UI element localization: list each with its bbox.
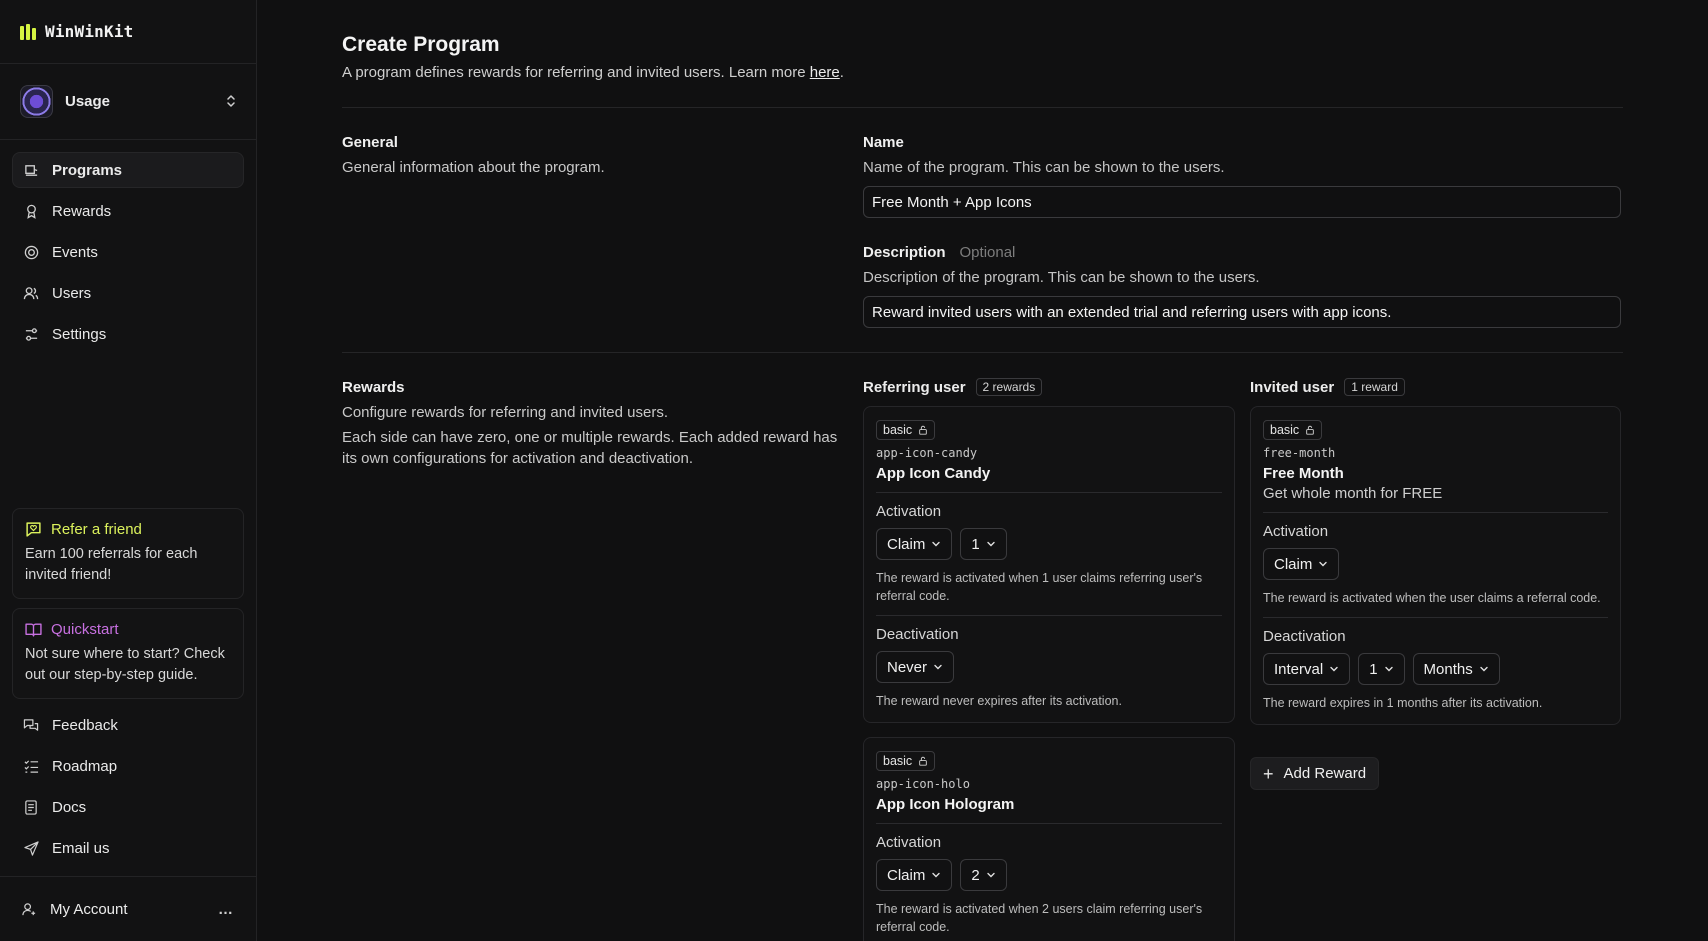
sidebar-item-label: Docs	[52, 798, 87, 816]
reward-slug: free-month	[1263, 446, 1336, 460]
messages-icon	[23, 717, 39, 733]
reward-slug: app-icon-holo	[876, 777, 970, 791]
document-icon	[23, 799, 39, 815]
page-subtitle-text: A program defines rewards for referring and invited users. Learn more	[342, 64, 810, 81]
rewards-section-text-1: Configure rewards for referring and invited users.	[342, 404, 668, 421]
add-reward-button[interactable]	[1250, 757, 1379, 790]
page-title: Create Program	[342, 33, 500, 56]
select-value: Claim	[1274, 555, 1313, 573]
refer-a-friend-card[interactable]	[12, 508, 244, 599]
activation-note: The reward is activated when the user claims a referral code.	[1263, 591, 1601, 605]
brand-name: WinWinKit	[45, 22, 134, 41]
chevron-down-icon	[986, 539, 996, 549]
chevron-down-icon	[931, 870, 941, 880]
reward-slug: app-icon-candy	[876, 446, 978, 460]
program-name-input[interactable]: Free Month + App Icons	[863, 186, 1621, 218]
optional-label: Optional	[959, 244, 1016, 261]
divider	[876, 615, 1222, 616]
reward-title: App Icon Hologram	[876, 796, 1015, 813]
reward-description: Get whole month for FREE	[1263, 485, 1443, 502]
deactivation-unit-select[interactable]	[1413, 653, 1500, 685]
select-value: Claim	[887, 535, 926, 553]
reward-type-text: basic	[883, 423, 913, 437]
page-subtitle	[342, 64, 844, 81]
lock-open-icon	[918, 756, 928, 766]
activation-count-select[interactable]	[960, 859, 1006, 891]
chevron-down-icon	[986, 870, 996, 880]
sidebar-item-feedback[interactable]	[12, 707, 244, 743]
select-value: 1	[971, 535, 980, 553]
secondary-nav	[0, 699, 256, 866]
chevron-down-icon	[933, 662, 943, 672]
main-content	[257, 0, 1708, 941]
reward-title: Free Month	[1263, 465, 1344, 482]
account-menu[interactable]	[0, 876, 256, 941]
divider	[342, 352, 1623, 353]
sidebar-item-events[interactable]	[12, 234, 244, 270]
description-label-text: Description	[863, 244, 946, 261]
users-icon	[23, 285, 39, 301]
main-nav	[0, 140, 256, 364]
invited-user-header	[1250, 378, 1405, 396]
referring-user-label: Referring user	[863, 378, 966, 396]
referring-user-header	[863, 378, 1042, 396]
rewards-section-text-2: Each side can have zero, one or multiple rewards. Each added reward has its own configurations for activation and deactivation.	[342, 429, 838, 467]
sidebar-item-settings[interactable]	[12, 316, 244, 352]
book-open-icon	[25, 621, 42, 638]
reward-type-tag	[876, 751, 935, 771]
select-value: Never	[887, 658, 928, 676]
settings-sliders-icon	[23, 326, 39, 342]
quickstart-text: Not sure where to start? Check out our step-by-step guide.	[25, 646, 225, 683]
reward-card-free-month[interactable]	[1250, 406, 1621, 725]
sidebar-item-rewards[interactable]	[12, 193, 244, 229]
activation-note: The reward is activated when 2 users claim referring user's referral code.	[876, 902, 1203, 934]
sidebar-item-label: Roadmap	[52, 757, 118, 775]
sidebar-spacer	[0, 364, 256, 508]
activation-type-select[interactable]	[876, 528, 952, 560]
page-subtitle-end: .	[839, 64, 844, 81]
message-heart-icon	[25, 521, 42, 538]
description-label	[863, 244, 1015, 261]
quickstart-card[interactable]	[12, 608, 244, 699]
list-checks-icon	[23, 758, 39, 774]
reward-card-app-icon-candy[interactable]	[863, 406, 1235, 723]
brand[interactable]	[0, 0, 256, 64]
lock-open-icon	[918, 425, 928, 435]
invited-rewards-count-badge: 1 reward	[1344, 378, 1405, 396]
sidebar-item-label: Email us	[52, 839, 110, 857]
quickstart-title: Quickstart	[51, 621, 119, 638]
deactivation-type-select[interactable]	[876, 651, 954, 683]
sidebar-item-programs[interactable]	[12, 152, 244, 188]
sidebar-item-label: Events	[52, 243, 98, 261]
send-icon	[23, 840, 39, 856]
divider	[1263, 617, 1608, 618]
general-section-text: General information about the program.	[342, 159, 605, 176]
sidebar-item-label: Settings	[52, 325, 107, 343]
reward-type-tag	[876, 420, 935, 440]
chevron-up-down-icon	[226, 94, 236, 109]
activation-note: The reward is activated when 1 user claims referring user's referral code.	[876, 571, 1203, 603]
activation-label: Activation	[876, 503, 942, 520]
deactivation-note: The reward never expires after its activation.	[876, 694, 1122, 708]
workspace-avatar	[20, 85, 53, 118]
divider	[876, 823, 1222, 824]
program-description-input[interactable]: Reward invited users with an extended trial and referring users with app icons.	[863, 296, 1621, 328]
description-help: Description of the program. This can be shown to the users.	[863, 269, 1260, 286]
chevron-down-icon	[1329, 664, 1339, 674]
deactivation-note: The reward expires in 1 months after its activation.	[1263, 696, 1543, 710]
chevron-down-icon	[1384, 664, 1394, 674]
referring-rewards-count-badge: 2 rewards	[976, 378, 1043, 396]
deactivation-type-select[interactable]	[1263, 653, 1350, 685]
reward-type-tag	[1263, 420, 1322, 440]
winwinkit-logo-icon	[20, 24, 38, 40]
deactivation-label: Deactivation	[876, 626, 959, 643]
reward-title: App Icon Candy	[876, 465, 991, 482]
sidebar	[0, 0, 257, 941]
workspace-name: Usage	[65, 93, 111, 110]
sidebar-item-label: Programs	[52, 161, 123, 179]
select-value: Interval	[1274, 660, 1324, 678]
user-settings-icon	[22, 902, 37, 917]
activation-count-select[interactable]	[960, 528, 1006, 560]
activation-label: Activation	[876, 834, 942, 851]
select-value: 2	[971, 866, 980, 884]
sidebar-item-roadmap[interactable]	[12, 748, 244, 784]
general-section-title: General	[342, 134, 398, 151]
name-help: Name of the program. This can be shown to the users.	[863, 159, 1225, 176]
plus-icon: +	[1263, 763, 1274, 784]
reward-type-text: basic	[1270, 423, 1300, 437]
invited-user-label: Invited user	[1250, 378, 1335, 396]
activation-label: Activation	[1263, 523, 1329, 540]
more-horizontal-icon[interactable]: …	[218, 900, 234, 918]
account-label: My Account	[50, 900, 128, 918]
award-icon	[23, 203, 39, 219]
refer-text: Earn 100 referrals for each invited friend!	[25, 546, 198, 583]
lock-open-icon	[1305, 425, 1315, 435]
sidebar-item-label: Feedback	[52, 716, 118, 734]
add-reward-label: Add Reward	[1283, 765, 1367, 782]
programs-icon	[23, 162, 39, 178]
sidebar-item-email-us[interactable]	[12, 830, 244, 866]
name-label: Name	[863, 134, 904, 151]
sidebar-item-label: Rewards	[52, 202, 112, 220]
divider	[342, 107, 1623, 108]
sidebar-item-label: Users	[52, 284, 92, 302]
chevron-down-icon	[1318, 559, 1328, 569]
deactivation-count-select[interactable]	[1358, 653, 1404, 685]
sidebar-item-docs[interactable]	[12, 789, 244, 825]
select-value: Months	[1423, 660, 1473, 678]
reward-card-app-icon-holo[interactable]	[863, 737, 1235, 941]
divider	[876, 492, 1222, 493]
reward-type-text: basic	[883, 754, 913, 768]
learn-more-link[interactable]: here	[809, 64, 840, 81]
chevron-down-icon	[931, 539, 941, 549]
activation-type-select[interactable]	[876, 859, 952, 891]
divider	[1263, 512, 1608, 513]
sidebar-item-users[interactable]	[12, 275, 244, 311]
chevron-down-icon	[1479, 664, 1489, 674]
refer-title: Refer a friend	[51, 521, 142, 538]
deactivation-label: Deactivation	[1263, 628, 1346, 645]
select-value: 1	[1369, 660, 1378, 678]
workspace-switcher[interactable]	[0, 64, 256, 140]
activation-type-select[interactable]	[1263, 548, 1339, 580]
target-icon	[23, 244, 39, 260]
rewards-section-title: Rewards	[342, 379, 405, 396]
select-value: Claim	[887, 866, 926, 884]
